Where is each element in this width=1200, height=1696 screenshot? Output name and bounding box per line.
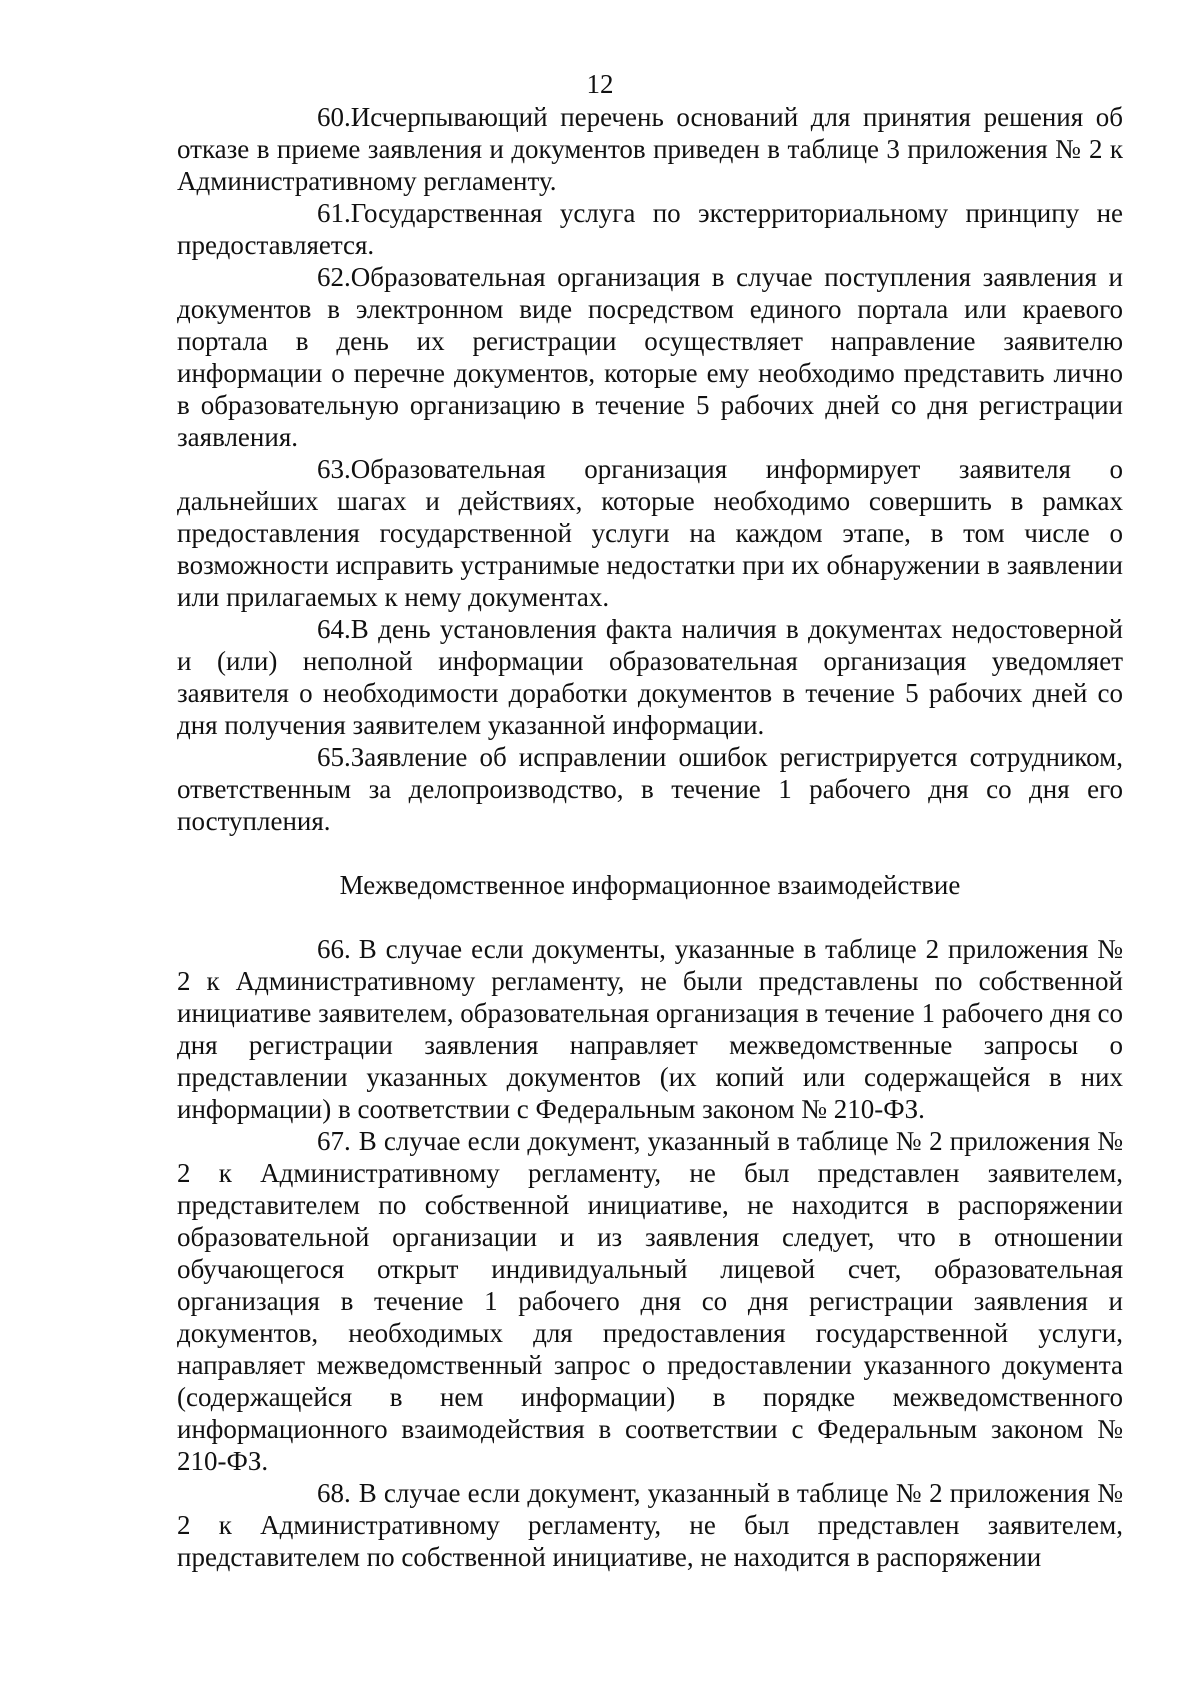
paragraph-number: 68.	[317, 1478, 351, 1508]
paragraph-text: Образовательная организация в случае поступления заявления и документов в электронном виде посредством единого портала или краевого портала в день их регистрации осуществляет направление заявителю информации о перечне документов, которые ему необходимо представить лично в образовательную организацию в течение 5 рабочих дней со дня регистрации заявления.	[177, 262, 1123, 452]
paragraph-text: В случае если документ, указанный в таблице № 2 приложения № 2 к Административному регламенту, не был представлен заявителем, представителем по собственной инициативе, не находится в распоряжении	[177, 1478, 1123, 1572]
page-number: 12	[586, 69, 614, 99]
paragraph-number: 61.	[317, 198, 351, 228]
paragraph-text: Заявление об исправлении ошибок регистрируется сотрудником, ответственным за делопроизводство, в течение 1 рабочего дня со дня его поступления.	[177, 742, 1123, 836]
section-heading: Межведомственное информационное взаимодействие	[339, 870, 961, 900]
paragraph-63	[177, 453, 1123, 613]
paragraph-text: Исчерпывающий перечень оснований для принятия решения об отказе в приеме заявления и документов приведен в таблице 3 приложения № 2 к Административному регламенту.	[177, 102, 1123, 196]
paragraph-60	[177, 101, 1123, 197]
paragraph-text: В день установления факта наличия в документах недостоверной и (или) неполной информации образовательная организация уведомляет заявителя о необходимости доработки документов в течение 5 рабочих дней со дня получения заявителем указанной информации.	[177, 614, 1123, 740]
paragraph-67	[177, 1125, 1123, 1477]
paragraph-text: Образовательная организация информирует заявителя о дальнейших шагах и действиях, которые необходимо совершить в рамках предоставления государственной услуги на каждом этапе, в том числе о возможности исправить устранимые недостатки при их обнаружении в заявлении или прилагаемых к нему документах.	[177, 454, 1123, 612]
paragraph-number: 65.	[317, 742, 351, 772]
paragraph-number: 67.	[317, 1126, 351, 1156]
paragraph-66	[177, 933, 1123, 1125]
paragraph-text: В случае если документ, указанный в таблице № 2 приложения № 2 к Административному регламенту, не был представлен заявителем, представителем по собственной инициативе, не находится в распоряжении образовательной организации и из заявления следует, что в отношении обучающегося открыт индивидуальный лицевой счет, образовательная организация в течение 1 рабочего дня со дня регистрации заявления и документов, необходимых для предоставления государственной услуги, направляет межведомственный запрос о предоставлении указанного документа (содержащейся в нем информации) в порядке межведомственного информационного взаимодействия в соответствии с Федеральным законом № 210-ФЗ.	[177, 1126, 1123, 1476]
paragraph-text: В случае если документы, указанные в таблице 2 приложения № 2 к Административному регламенту, не были представлены по собственной инициативе заявителем, образовательная организация в течение 1 рабочего дня со дня регистрации заявления направляет межведомственные запросы о представлении указанных документов (их копий или содержащейся в них информации) в соответствии с Федеральным законом № 210-ФЗ.	[177, 934, 1123, 1124]
paragraph-62	[177, 261, 1123, 453]
paragraph-number: 60.	[317, 102, 351, 132]
paragraph-64	[177, 613, 1123, 741]
paragraph-number: 62.	[317, 262, 351, 292]
paragraph-text: Государственная услуга по экстерриториальному принципу не предоставляется.	[177, 198, 1123, 260]
paragraph-61	[177, 197, 1123, 261]
paragraph-65	[177, 741, 1123, 837]
paragraph-number: 66.	[317, 934, 351, 964]
paragraph-68	[177, 1477, 1123, 1573]
paragraph-number: 64.	[317, 614, 351, 644]
document-body	[177, 101, 1123, 1573]
paragraph-number: 63.	[317, 454, 351, 484]
